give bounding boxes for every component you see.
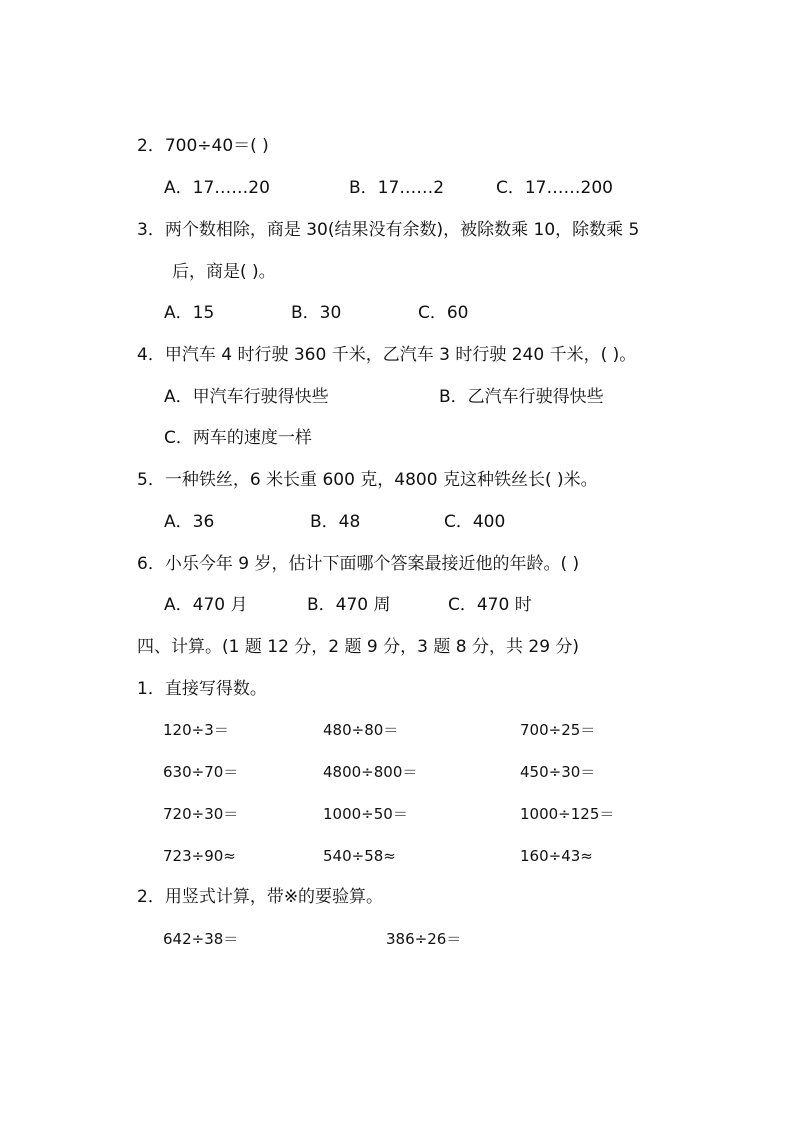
calc-item: 450÷30＝ <box>520 763 596 781</box>
q6-option-a: A．470 月 <box>164 595 248 615</box>
section-4-title: 四、计算。(1 题 12 分，2 题 9 分，3 题 8 分，共 29 分) <box>137 637 580 657</box>
calc-item: 723÷90≈ <box>163 847 236 865</box>
question-6-stem: 6．小乐今年 9 岁，估计下面哪个答案最接近他的年龄。( ) <box>137 554 580 574</box>
calc-item: 4800÷800＝ <box>323 763 418 781</box>
question-3-stem-cont: 后，商是( )。 <box>172 262 276 282</box>
q2-option-b: B．17……2 <box>349 178 445 198</box>
calc-item: 720÷30＝ <box>163 805 239 823</box>
vertical-calc-item: 642÷38＝ <box>163 930 239 948</box>
q4-option-a: A．甲汽车行驶得快些 <box>164 387 329 407</box>
question-2-stem: 2．700÷40＝( ) <box>137 136 269 156</box>
section-4-sub-1: 1．直接写得数。 <box>137 679 267 699</box>
q2-option-a: A．17……20 <box>164 178 270 198</box>
q2-option-c: C．17……200 <box>496 178 613 198</box>
question-4-stem: 4．甲汽车 4 时行驶 360 千米，乙汽车 3 时行驶 240 千米，( )。 <box>137 345 637 365</box>
calc-item: 1000÷125＝ <box>520 805 615 823</box>
question-3-stem: 3．两个数相除，商是 30(结果没有余数)，被除数乘 10，除数乘 5 <box>137 220 640 240</box>
q4-option-b: B．乙汽车行驶得快些 <box>439 387 604 407</box>
section-4-sub-2: 2．用竖式计算，带※的要验算。 <box>137 887 384 907</box>
q4-option-c: C．两车的速度一样 <box>164 428 312 448</box>
q5-option-b: B．48 <box>310 512 361 532</box>
calc-item: 160÷43≈ <box>520 847 593 865</box>
calc-item: 700÷25＝ <box>520 721 596 739</box>
q3-option-c: C．60 <box>418 303 469 323</box>
calc-item: 540÷58≈ <box>323 847 396 865</box>
q6-option-b: B．470 周 <box>307 595 391 615</box>
vertical-calc-item: 386÷26＝ <box>386 930 462 948</box>
calc-item: 480÷80＝ <box>323 721 399 739</box>
q3-option-b: B．30 <box>291 303 342 323</box>
q5-option-c: C．400 <box>444 512 506 532</box>
q5-option-a: A．36 <box>164 512 215 532</box>
question-5-stem: 5．一种铁丝，6 米长重 600 克，4800 克这种铁丝长( )米。 <box>137 470 598 490</box>
calc-item: 120÷3＝ <box>163 721 229 739</box>
q6-option-c: C．470 时 <box>448 595 532 615</box>
q3-option-a: A．15 <box>164 303 215 323</box>
calc-item: 1000÷50＝ <box>323 805 408 823</box>
calc-item: 630÷70＝ <box>163 763 239 781</box>
